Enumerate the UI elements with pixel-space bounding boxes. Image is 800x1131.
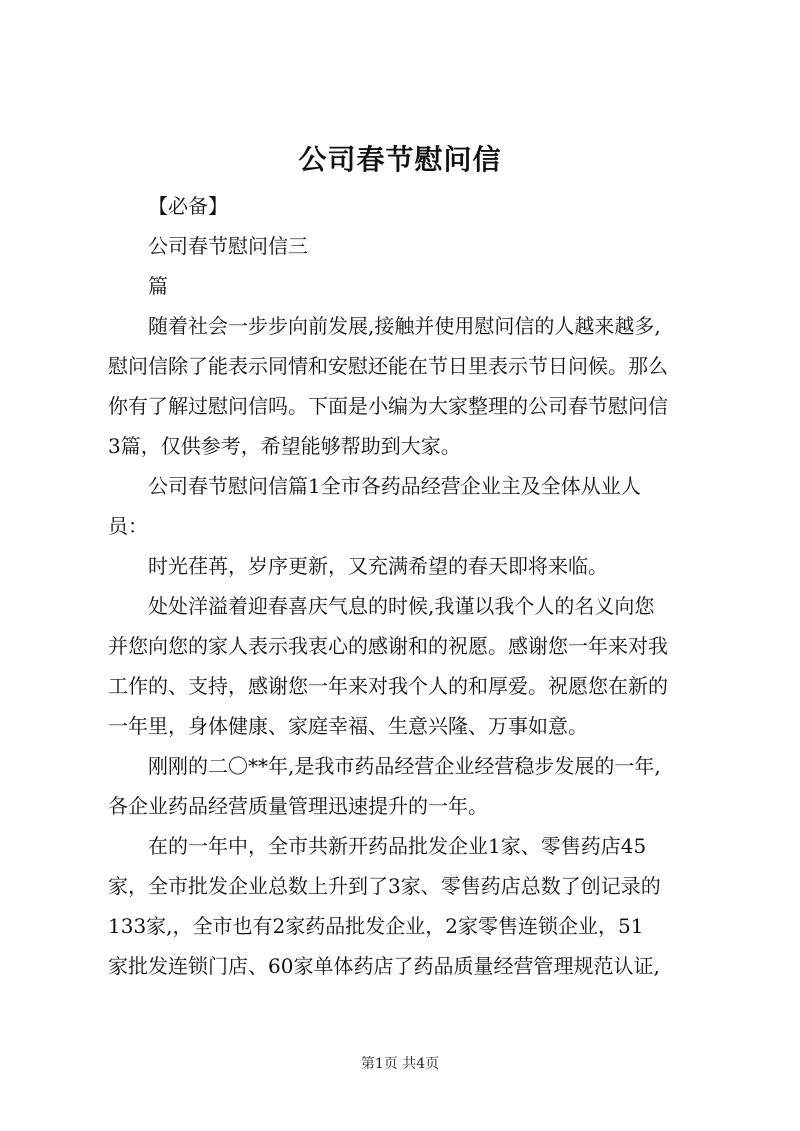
paragraph-wishes	[108, 586, 708, 746]
paragraph-year-review	[108, 746, 708, 826]
tag-line: 【必备】	[148, 194, 228, 218]
text-line: 家，全市批发企业总数上升到了3家、零售药店总数了创记录的	[108, 874, 661, 898]
text-line: 随着社会一步步向前发展,接触并使用慰问信的人越来越多,	[148, 314, 661, 338]
text-line: 家批发连锁门店、60家单体药店了药品质量经营管理规范认证,	[108, 954, 660, 978]
text-line: 公司春节慰问信篇1全市各药品经营企业主及全体从业人	[148, 474, 641, 498]
paragraph-salutation	[108, 466, 708, 546]
text-line: 一年里，身体健康、家庭幸福、生意兴隆、万事如意。	[108, 714, 588, 738]
text-line: 3篇，仅供参考，希望能够帮助到大家。	[108, 434, 461, 458]
document-body	[108, 186, 708, 986]
paragraph-intro	[108, 306, 708, 466]
pian-line: 篇	[148, 274, 168, 298]
text-line: 员：	[108, 514, 148, 538]
text-line: 你有了解过慰问信吗。下面是小编为大家整理的公司春节慰问信	[108, 394, 668, 418]
text-line: 工作的、支持，感谢您一年来对我个人的和厚爱。祝愿您在新的	[108, 674, 668, 698]
paragraph-statistics	[108, 826, 708, 986]
text-line: 在的一年中，全市共新开药品批发企业1家、零售药店45	[148, 834, 647, 858]
text-line: 刚刚的二〇**年,是我市药品经营企业经营稳步发展的一年,	[148, 754, 661, 778]
text-line: 133家,，全市也有2家药品批发企业，2家零售连锁企业，51	[108, 914, 644, 938]
paragraph-time	[108, 546, 708, 586]
text-line: 时光荏苒，岁序更新，又充满希望的春天即将来临。	[148, 554, 608, 578]
subtitle-line: 公司春节慰问信三	[148, 234, 308, 258]
text-line: 处处洋溢着迎春喜庆气息的时候,我谨以我个人的名义向您	[148, 594, 655, 618]
document-title: 公司春节慰问信	[298, 143, 502, 176]
page-footer: 第1页 共4页	[360, 1056, 440, 1072]
text-line: 并您向您的家人表示我衷心的感谢和的祝愿。感谢您一年来对我	[108, 634, 668, 658]
text-line: 慰问信除了能表示同情和安慰还能在节日里表示节日问候。那么	[108, 354, 668, 378]
text-line: 各企业药品经营质量管理迅速提升的一年。	[108, 794, 488, 818]
